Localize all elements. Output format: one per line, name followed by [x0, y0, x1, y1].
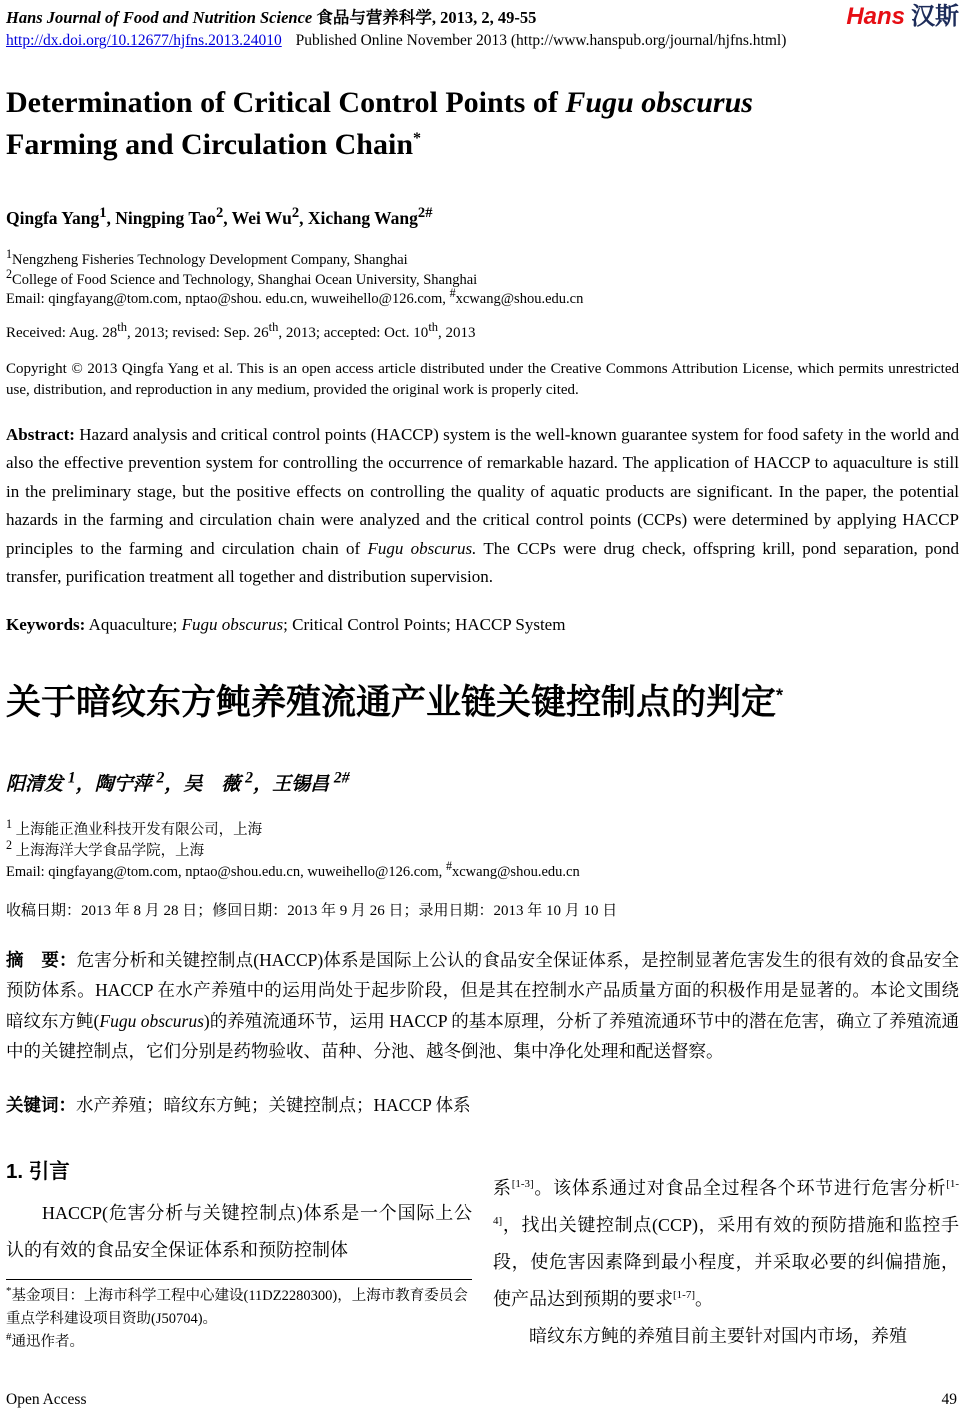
cn-affiliation-1	[6, 816, 959, 841]
author-4-sup: 2#	[417, 205, 433, 222]
cn-abstract-text-1: 危害分析和关键控制点(HACCP)体系是国际上公认的食品安全保证体系，是控制显著危害发生的很有效的食品安全预防体系。HACCP 在水产养殖中的运用尚处于起步阶段，但是其在控制水产品质量方面的积极作用是显著的。本论文围绕暗纹东方鲀(	[6, 949, 959, 1031]
journal-title-en: Hans Journal of Food and Nutrition Science	[6, 8, 313, 27]
rc-text-1: 系	[493, 1177, 512, 1198]
cn-affiliation-1-text: 上海能正渔业科技开发有限公司，上海	[12, 821, 263, 838]
cn-affiliation-1-sup: 1	[6, 816, 13, 831]
intro-right-paragraph-2: 暗纹东方鲀的养殖目前主要针对国内市场，养殖	[529, 1325, 907, 1346]
abstract-cn	[6, 945, 959, 1067]
intro-left-column	[6, 1157, 472, 1355]
abstract-en	[6, 421, 959, 592]
intro-columns	[6, 1157, 959, 1355]
journal-title-cn: 食品与营养科学, 2013, 2, 49-55	[316, 8, 537, 27]
doi-link[interactable]: http://dx.doi.org/10.12677/hjfns.2013.24010	[6, 32, 282, 49]
author-1-sup: 1	[99, 205, 107, 222]
open-access-label: Open Access	[6, 1391, 87, 1408]
keywords-text-2: ; Critical Control Points; HACCP System	[283, 614, 566, 634]
cn-author-4-sup: 2#	[333, 769, 350, 787]
author-3: , Wei Wu	[223, 208, 292, 228]
intro-right-column	[493, 1157, 959, 1355]
page-number: 49	[941, 1391, 957, 1408]
cn-affiliation-2-sup: 2	[6, 837, 13, 852]
author-4: , Xichang Wang	[299, 208, 418, 228]
article-title-en	[6, 82, 959, 166]
affiliations-cn	[6, 816, 959, 883]
cn-author-2-sup: 2	[156, 769, 165, 787]
email-text-2: xcwang@shou.edu.cn	[455, 291, 584, 307]
affiliation-1-sup: 1	[6, 247, 13, 262]
author-list-cn	[6, 769, 959, 796]
copyright-notice: Copyright © 2013 Qingfa Yang et al. This is an open access article distributed under the Creative Commons Attribution License, which permits unrestricted use, distribution, and reproduction in any medium, provided the original work is properly cited.	[6, 360, 959, 398]
email-line-en	[6, 286, 959, 310]
rc-text-4: 。	[695, 1288, 713, 1309]
rc-text-3: ，找出关键控制点(CCP)，采用有效的预防措施和监控手段，使危害因素降到最小程度，并采取必要的纠偏措施，使产品达到预期的要求	[493, 1214, 959, 1309]
journal-header-left	[6, 4, 786, 50]
author-3-sup: 2	[291, 205, 300, 222]
affiliation-1-text: Nengzheng Fisheries Technology Development Company, Shanghai	[12, 252, 408, 268]
footnote-fund-sup: *	[6, 1284, 12, 1297]
title-species-italic: Fugu obscurus	[565, 86, 753, 119]
email-line-cn	[6, 858, 959, 883]
intro-right-paragraph-1	[493, 1170, 959, 1318]
article-title-cn	[6, 675, 959, 725]
cn-author-3-sup: 2	[245, 769, 254, 787]
abstract-text-2: The CCPs were drug check, offspring krill, pond separation, pond transfer, purification treatment all together and distribution supervision.	[6, 538, 960, 586]
page-footer	[6, 1391, 957, 1409]
received-seg-1: Received: Aug. 28	[6, 324, 118, 341]
affiliation-2	[6, 266, 959, 291]
cn-title-text: 关于暗纹东方鲀养殖流通产业链关键控制点的判定	[6, 682, 777, 722]
footnote-corr-sup: #	[6, 1330, 12, 1343]
rc-ref-1: [1-3]	[511, 1177, 534, 1190]
abstract-species-italic: Fugu obscurus.	[367, 538, 477, 558]
title-text-1: Determination of Critical Control Points of	[6, 86, 566, 119]
received-dates-en	[6, 319, 959, 342]
hans-logo-en: Hans	[846, 3, 905, 30]
cn-keywords-label: 关键词：	[6, 1094, 76, 1115]
rc-ref-2: [1-4]	[493, 1177, 960, 1227]
cn-author-3: ，吴 薇	[164, 773, 246, 795]
cn-keywords-text: 水产养殖；暗纹东方鲀；关键控制点；HACCP 体系	[76, 1094, 471, 1115]
intro-left-paragraph: HACCP(危害分析与关键控制点)体系是一个国际上公认的有效的食品安全保证体系和预防控制体	[6, 1202, 472, 1260]
author-2: , Ningping Tao	[106, 208, 216, 228]
cn-author-4: ，王锡昌	[253, 773, 334, 795]
author-list-en	[6, 205, 959, 229]
cn-abstract-label: 摘 要：	[6, 949, 77, 970]
hans-logo	[846, 4, 959, 30]
footnote-block	[6, 1279, 472, 1354]
cn-affiliation-2-text: 上海海洋大学食品学院，上海	[12, 842, 205, 859]
cn-author-2: ，陶宁萍	[75, 773, 157, 795]
footnote-corr-text: 通迅作者。	[11, 1333, 84, 1350]
keywords-en	[6, 615, 959, 635]
cn-abstract-text-2: )的养殖流通环节，运用 HACCP 的基本原理，分析了养殖流通环节中的潜在危害，确立了养殖流通中的关键控制点，它们分别是药物验收、苗种、分池、越冬倒池、集中净化处理和配送督察。	[6, 1010, 960, 1061]
abstract-text-1: Hazard analysis and critical control points (HACCP) system is the well-known guarantee system for food safety in the world and also the effective prevention system for controlling the occurrence of remarkable hazard. The application of HACCP to aquaculture is still in the preliminary stage, but the positive effects on controlling the quality of aquatic products are significant. In the paper, the potential hazards in the farming and circulation chain were analyzed and the critical control points (CCPs) were determined by applying HACCP principles to the farming and circulation chain of	[6, 424, 959, 558]
footnote-fund-text: 基金项目：上海市科学工程中心建设(11DZ2280300)，上海市教育委员会重点学科建设项目资助(J50704)。	[6, 1287, 468, 1327]
affiliations-en	[6, 247, 959, 310]
cn-affiliation-2	[6, 837, 959, 862]
journal-title-line	[6, 4, 786, 28]
doi-line	[6, 32, 786, 50]
cn-author-1-sup: 1	[67, 769, 76, 787]
hans-logo-cn: 汉斯	[911, 3, 959, 30]
affiliation-2-sup: 2	[6, 266, 13, 281]
footnote-fund	[6, 1285, 472, 1331]
cn-abstract-species-italic: Fugu obscurus	[99, 1010, 204, 1031]
received-seg-4: , 2013	[438, 324, 476, 341]
cn-email-text-2: xcwang@shou.edu.cn	[451, 863, 580, 880]
published-online-text: Published Online November 2013 (http://www.hanspub.org/journal/hjfns.html)	[295, 32, 787, 49]
journal-header	[6, 4, 959, 50]
affiliation-2-text: College of Food Science and Technology, Shanghai Ocean University, Shanghai	[12, 271, 478, 288]
title-asterisk: *	[413, 130, 422, 147]
cn-email-text-1: Email: qingfayang@tom.com, nptao@shou.edu.cn, wuweihello@126.com,	[6, 863, 446, 880]
received-sup-1: th	[117, 319, 127, 334]
keywords-species-italic: Fugu obscurus	[181, 614, 284, 634]
title-text-2: Farming and Circulation Chain	[6, 128, 414, 161]
received-sup-2: th	[268, 319, 279, 334]
abstract-label: Abstract:	[6, 424, 75, 444]
section-1-heading: 1. 引言	[6, 1159, 70, 1183]
received-dates-cn: 收稿日期：2013 年 8 月 28 日；修回日期：2013 年 9 月 26 日；录用日期：2013 年 10 月 10 日	[6, 902, 618, 919]
keywords-text-1: Aquaculture;	[85, 614, 182, 634]
email-text-1: Email: qingfayang@tom.com, nptao@shou. edu.cn, wuweihello@126.com,	[6, 291, 450, 307]
rc-ref-3: [1-7]	[673, 1288, 695, 1301]
keywords-label: Keywords:	[6, 614, 86, 634]
received-sup-3: th	[428, 319, 439, 334]
affiliation-1	[6, 247, 959, 271]
cn-author-1: 阳清发	[6, 773, 68, 795]
email-corr-sup: #	[449, 286, 456, 301]
author-1: Qingfa Yang	[6, 208, 100, 228]
received-seg-3: , 2013; accepted: Oct. 10	[278, 324, 429, 341]
footnote-corresponding	[6, 1331, 472, 1354]
keywords-cn	[6, 1092, 959, 1117]
cn-title-asterisk: *	[776, 684, 784, 705]
rc-text-2: 。该体系通过对食品全过程各个环节进行危害分析	[533, 1177, 947, 1198]
cn-email-corr-sup: #	[445, 858, 452, 873]
received-seg-2: , 2013; revised: Sep. 26	[126, 324, 269, 341]
author-2-sup: 2	[215, 205, 224, 222]
